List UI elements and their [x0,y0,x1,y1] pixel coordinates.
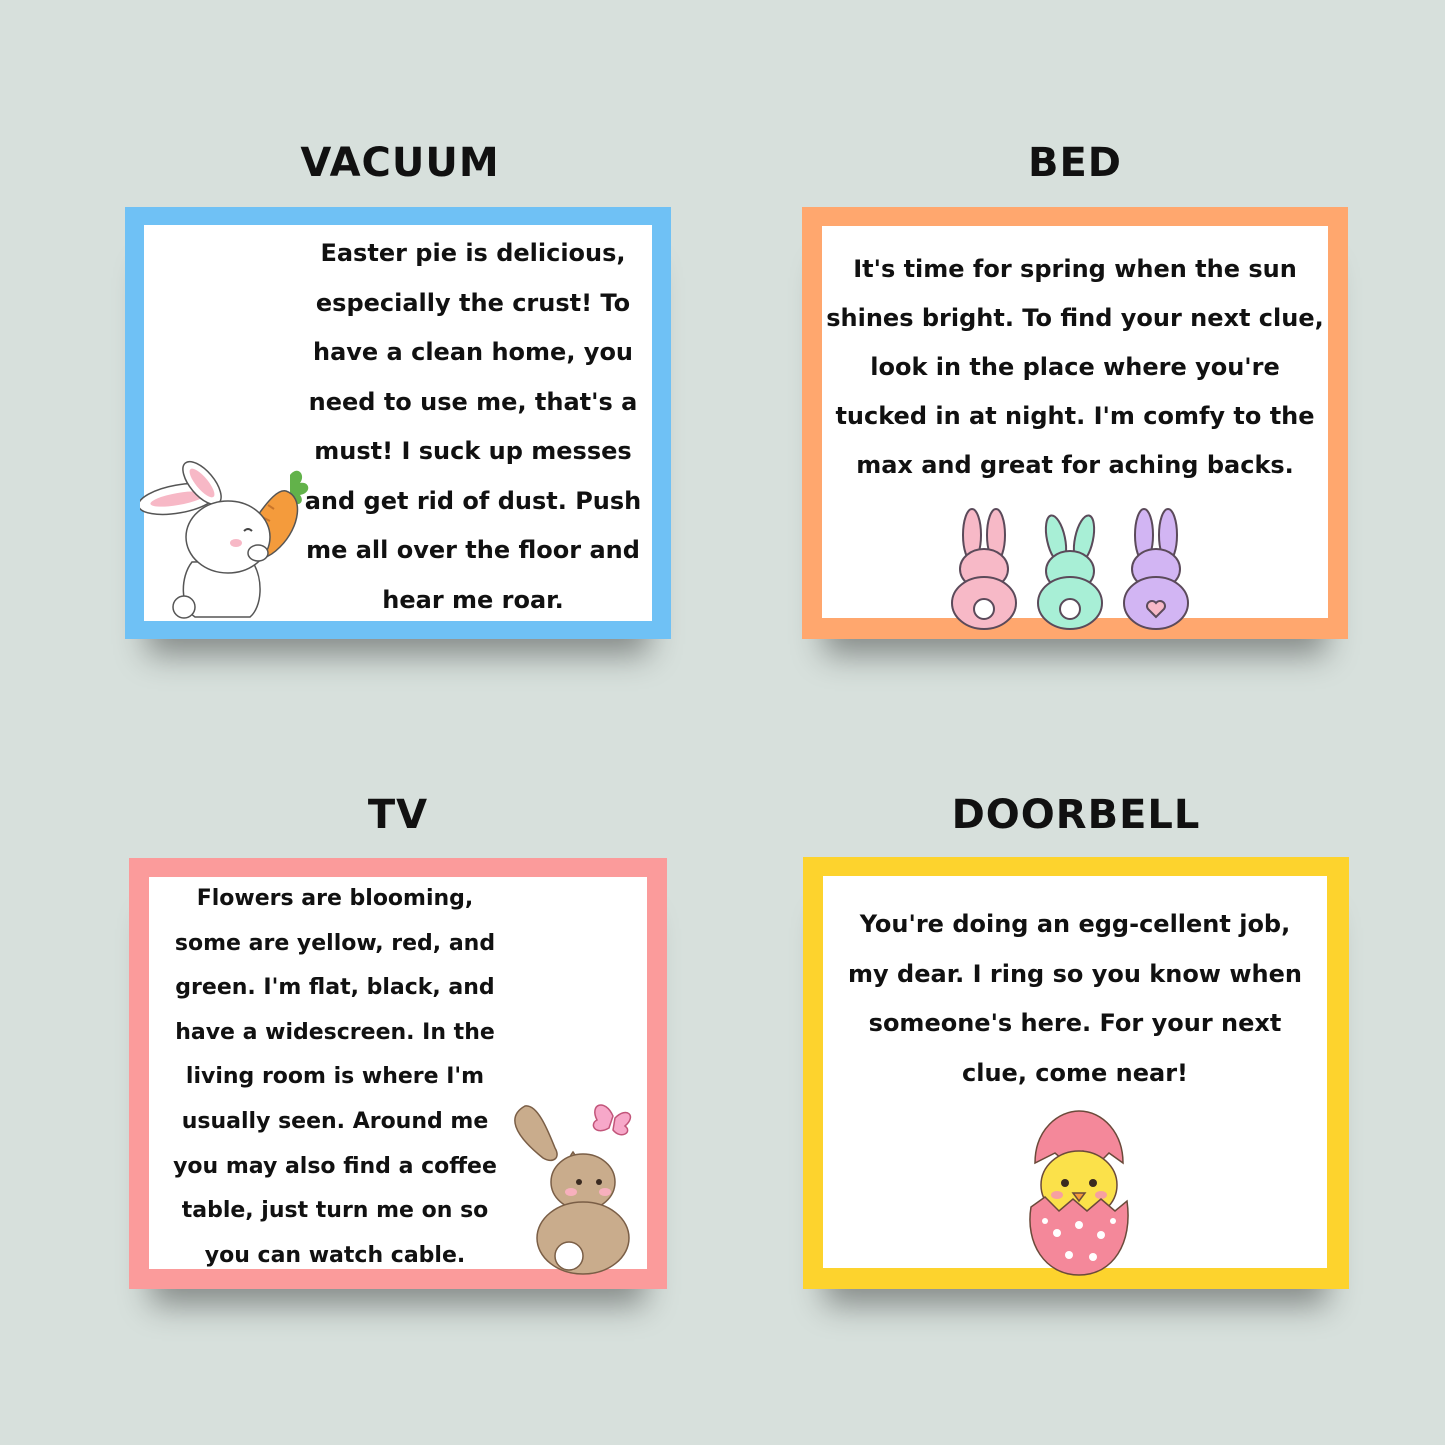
clue-text: Flowers are blooming, some are yellow, red, and green. I'm flat, black, and have a widescreen. In the living room is where I'm usually seen. Around me you may also find a coffee table, just turn me on so you can watch cable. [173,886,497,1268]
card-title-doorbell: DOORBELL [951,792,1201,838]
clue-card-bed [802,207,1348,639]
card-title-tv: TV [367,792,429,838]
clue-card-tv [129,858,667,1289]
bunny-carrot-illustration [140,457,310,627]
card-title-vacuum: VACUUM [300,140,500,186]
clue-card-vacuum [125,207,671,639]
bunny-icon [515,1106,629,1274]
three-bunnies-illustration [950,505,1200,631]
purple-bunny-icon [1124,509,1188,629]
mint-bunny-icon [1038,514,1102,629]
brown-bunny-illustration [509,1098,649,1278]
clue-card-doorbell [803,857,1349,1289]
clue-text: It's time for spring when the sun shines bright. To find your next clue, look in the place where you're tucked in at night. I'm comfy to the max and great for aching backs. [826,255,1324,479]
chick-icon [1030,1111,1128,1275]
bunny-icon [140,457,270,618]
card-title-bed: BED [1027,140,1122,186]
clue-text: Easter pie is delicious, especially the crust! To have a clean home, you need to use me, that's a must! I suck up messes and get rid of dust. Push me all over the floor and hear me roar. [304,239,642,614]
butterfly-icon [593,1105,630,1135]
pink-bunny-icon [952,509,1016,629]
clue-text: You're doing an egg-cellent job, my dear. I ring so you know when someone's here. For your next clue, come near! [848,910,1302,1087]
chick-egg-illustration [1013,1103,1143,1283]
